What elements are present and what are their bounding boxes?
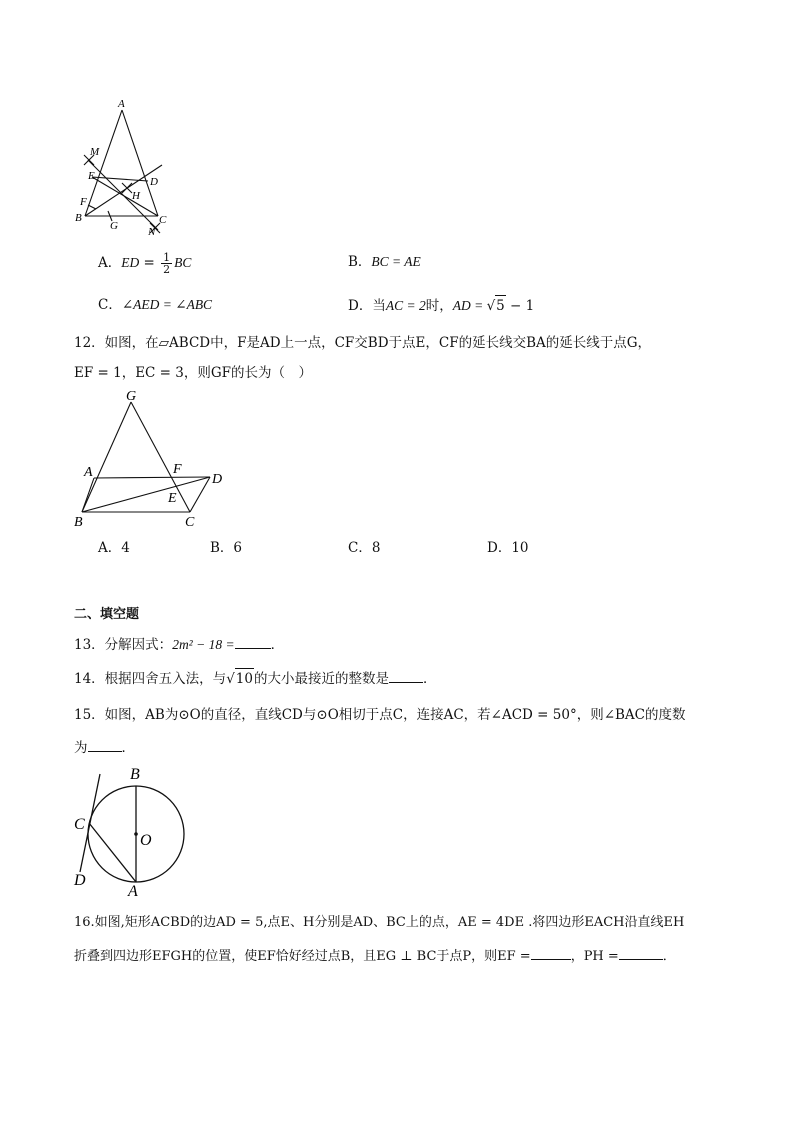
- q15-label-o: O: [140, 832, 152, 849]
- q12-option-a: [98, 538, 130, 558]
- option-value: 6: [233, 540, 243, 556]
- fraction-denominator: 2: [163, 263, 171, 276]
- q12-label-d: D: [212, 472, 223, 487]
- q11-option-c: [98, 295, 212, 315]
- q16-ph-answer-blank[interactable]: [619, 945, 663, 960]
- option-d-mid: 时，: [425, 298, 453, 314]
- q14-root: 10: [235, 668, 254, 689]
- q12-text-line1: 12．如图，在▱ABCD中，F是AD上一点，CF交BD于点E，CF的延长线交BA的延长线于点G，: [74, 335, 652, 351]
- q11-figure: [70, 95, 180, 240]
- q12-label-e: E: [168, 491, 177, 506]
- option-d-root: 5: [495, 295, 506, 316]
- option-letter: D．: [348, 298, 373, 314]
- q16-line2-mid: ，PH =: [570, 949, 619, 964]
- q13-expr: 2m² − 18 =: [172, 637, 235, 652]
- q16-text-line1: 16.如图,矩形ACBD的边AD = 5,点E、H分别是AD、BC上的点，AE = 4DE .将四边形EACH沿直线EH: [74, 915, 685, 930]
- q12-option-c: [348, 538, 380, 558]
- q12-option-d: [487, 538, 529, 558]
- option-letter: A．: [98, 540, 122, 556]
- q11-label-g: G: [110, 220, 118, 232]
- q11-label-e: E: [88, 170, 95, 182]
- option-a-lhs: ED: [121, 255, 140, 270]
- option-b-expr: BC = AE: [371, 254, 421, 269]
- option-c-expr: ∠AED = ∠ABC: [121, 297, 213, 312]
- q15-answer-blank[interactable]: [88, 737, 122, 752]
- q12-label-c: C: [185, 515, 195, 530]
- q12-text-line2: EF = 1，EC = 3，则GF的长为（ ）: [74, 365, 313, 381]
- option-d-ad: AD =: [452, 298, 487, 313]
- option-a-fraction: [161, 252, 172, 275]
- q12-label-a: A: [84, 465, 93, 480]
- q15-center-point: [134, 832, 138, 836]
- q11-option-d: D．当AC = 2时，AD = √5 − 1: [348, 295, 534, 316]
- q11-option-a: [98, 252, 191, 275]
- q11-label-d: D: [150, 176, 158, 188]
- q16-line2-pre: 折叠到四边形EFGH的位置，使EF恰好经过点B，且EG ⊥ BC于点P，则EF =: [74, 949, 531, 964]
- option-value: 4: [121, 540, 130, 556]
- q12-label-b: B: [74, 515, 83, 530]
- q15-text-line1: 15．如图，AB为⊙O的直径，直线CD与⊙O相切于点C，连接AC，若∠ACD = 50°，则∠BAC的度数: [74, 707, 686, 723]
- option-letter: D．: [487, 540, 512, 556]
- fraction-numerator: 1: [163, 251, 171, 264]
- q15-label-c: C: [74, 816, 85, 833]
- q11-label-n: N: [148, 226, 156, 238]
- q16-text-line2: [74, 945, 676, 967]
- q15-figure: [70, 762, 195, 897]
- q15-line2-pre: 为: [74, 740, 88, 756]
- q13-answer-blank[interactable]: [235, 634, 271, 649]
- option-d-post: − 1: [505, 298, 535, 314]
- option-value: 8: [371, 540, 381, 556]
- q15-label-a: A: [128, 883, 138, 897]
- q11-label-f: F: [80, 196, 87, 208]
- q16-line2-post: ．: [662, 949, 676, 964]
- option-d-pre: 当: [372, 298, 386, 314]
- q15-text-line2: [74, 737, 135, 758]
- option-value: 10: [511, 540, 529, 556]
- q12-label-f: F: [173, 462, 182, 477]
- q14-answer-blank[interactable]: [389, 668, 423, 683]
- q14-pre: 14．根据四舍五入法，与: [74, 671, 227, 687]
- q13-text: [74, 634, 284, 655]
- q11-label-a: A: [118, 98, 125, 110]
- q14-post: ．: [422, 671, 437, 687]
- option-letter: C．: [348, 540, 372, 556]
- q11-option-b: [348, 252, 421, 272]
- q11-label-b: B: [75, 212, 82, 224]
- q12-figure: [70, 388, 240, 533]
- q12-label-g: G: [126, 389, 137, 404]
- q12-option-b: [210, 538, 242, 558]
- option-a-rhs: BC: [174, 255, 192, 270]
- q15-label-d: D: [74, 872, 86, 889]
- q14-text: 14．根据四舍五入法，与√10的大小最接近的整数是 ．: [74, 668, 436, 689]
- q11-label-h: H: [132, 190, 140, 202]
- q13-post: ．: [270, 637, 285, 653]
- q15-line2-post: ．: [121, 740, 135, 756]
- q15-label-b: B: [130, 766, 140, 783]
- q13-pre: 13．分解因式：: [74, 637, 173, 653]
- q14-mid: 的大小最接近的整数是: [253, 671, 389, 687]
- q11-label-m: M: [90, 146, 100, 158]
- option-letter: C．: [98, 297, 122, 313]
- option-a-eq: =: [139, 255, 160, 271]
- q16-ef-answer-blank[interactable]: [531, 945, 571, 960]
- option-letter: A．: [98, 255, 122, 271]
- option-letter: B．: [348, 254, 372, 270]
- option-d-ac: AC = 2: [385, 298, 426, 313]
- option-letter: B．: [210, 540, 234, 556]
- q11-label-c: C: [159, 214, 167, 226]
- section-heading-fill-in: 二、填空题: [74, 607, 140, 622]
